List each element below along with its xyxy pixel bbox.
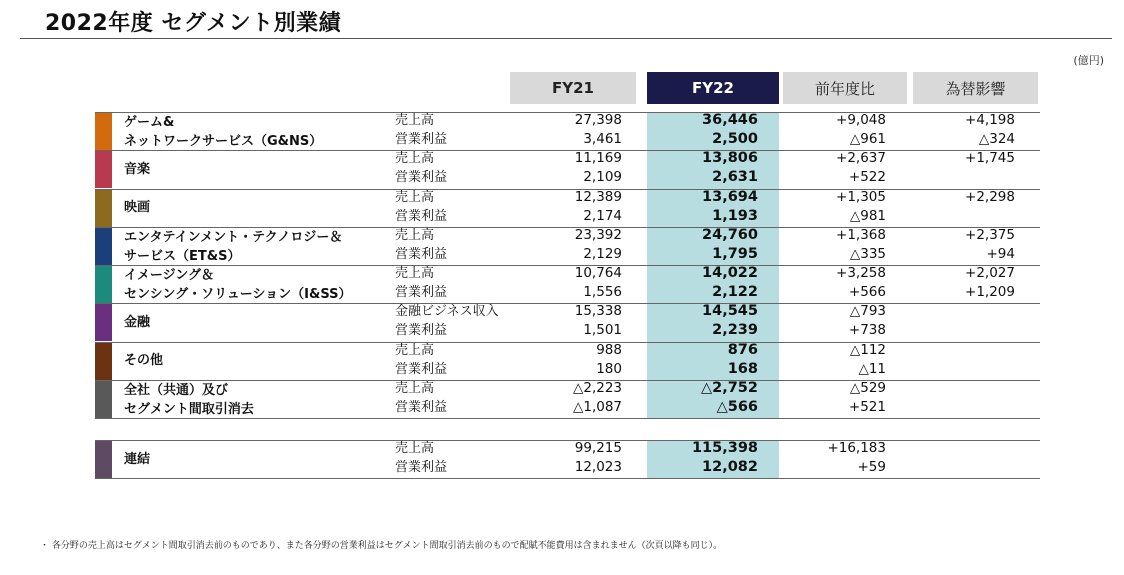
segment-color-bar [95,228,112,265]
metric-label: 営業利益 [395,323,448,339]
value-fx: +1,745 [965,150,1015,167]
value-yoy: △335 [849,245,886,262]
value-yoy: +1,368 [836,226,886,243]
metric-label: 売上高 [395,151,435,167]
value-yoy: +9,048 [836,112,886,128]
value-fy22: 1,193 [712,207,758,224]
value-yoy: +2,637 [836,150,886,167]
metric-label: 売上高 [395,266,435,281]
value-yoy: +1,305 [836,188,886,205]
metric-label: 売上高 [395,342,435,358]
metric-label: 金融ビジネス収入 [395,304,499,320]
value-fy22: 13,806 [702,150,758,167]
metric-label: 営業利益 [395,285,448,300]
value-fy21: △1,087 [572,398,622,415]
value-yoy: +738 [848,322,886,339]
value-fy21: 2,109 [583,169,622,186]
value-yoy: △11 [858,360,886,377]
unit-label: (億円) [1073,54,1104,67]
value-fx: +2,027 [965,265,1015,281]
value-fy21: 2,174 [583,207,622,224]
value-yoy: +566 [848,284,886,300]
value-yoy: △112 [849,341,886,358]
value-fy22: 14,022 [702,265,758,281]
segment-name: エンタテインメント・テクノロジー＆ [124,229,343,245]
segment-name: 音楽 [124,161,151,177]
metric-label: 営業利益 [395,170,448,186]
segment-color-bar [95,151,112,188]
title-divider [20,38,1112,39]
segment-name: その他 [124,353,164,368]
segment-color-bar [95,343,112,380]
value-fx: +2,375 [965,226,1015,243]
segment-name: 全社（共通）及び [124,382,229,398]
value-fy22: 13,694 [702,188,758,205]
value-yoy: +59 [857,459,886,475]
value-yoy: +522 [848,169,886,186]
metric-label: 営業利益 [395,246,448,262]
value-fy22: 168 [727,360,758,377]
metric-label: 営業利益 [395,208,448,224]
metric-label: 営業利益 [395,460,448,475]
row-divider [95,478,1040,479]
value-fy22: 36,446 [702,112,758,128]
segment-color-bar [95,266,112,303]
value-fy22: 2,122 [712,284,758,300]
segment-color-bar [95,441,112,478]
value-yoy: △793 [849,303,886,320]
segment-name: センシング・ソリューション（I&SS） [124,287,352,302]
value-fy22: △2,752 [700,379,758,396]
value-fy22: 24,760 [702,226,758,243]
segment-name: サービス（ET&S） [124,248,241,264]
value-fy21: 12,023 [574,459,622,475]
value-fy21: 1,501 [583,322,622,339]
value-fx: +94 [986,245,1015,262]
segment-name: 映画 [124,200,151,215]
row-divider [95,418,1040,419]
segment-name: セグメント間取引消去 [124,401,254,417]
value-yoy: +3,258 [836,265,886,281]
value-fy21: 99,215 [574,440,622,456]
value-fx: +4,198 [965,112,1015,128]
value-fy21: 1,556 [583,284,622,300]
segment-name: 金融 [124,314,151,330]
value-fy21: 12,389 [574,188,622,205]
value-yoy: △981 [849,207,886,224]
value-fy22: △566 [716,398,758,415]
metric-label: 売上高 [395,227,435,243]
value-yoy: +521 [848,398,886,415]
value-fy22: 2,500 [712,131,758,147]
value-fy21: 23,392 [574,226,622,243]
value-fy21: 11,169 [574,150,622,167]
segment-color-bar [95,304,112,341]
metric-label: 売上高 [395,189,435,205]
page-title: 2022年度 セグメント別業績 [45,11,342,36]
header-fy21: FY21 [510,72,636,104]
segment-name: イメージング＆ [124,268,215,283]
value-fy21: 180 [596,360,622,377]
segment-name: 連結 [124,451,151,467]
header-fx: 為替影響 [913,72,1038,104]
header-yoy: 前年度比 [783,72,907,104]
value-yoy: △529 [849,379,886,396]
footnote: ・ 各分野の売上高はセグメント間取引消去前のものであり、また各分野の営業利益はセグメント間取引消去前のもので配賦不能費用は含まれません（次頁以降も同じ）。 [40,541,723,551]
metric-label: 売上高 [395,113,435,128]
segment-name: ゲーム& [124,115,175,130]
value-fy21: 3,461 [583,131,622,147]
header-fy22: FY22 [647,72,779,104]
value-fy22: 12,082 [702,459,758,475]
metric-label: 売上高 [395,380,435,396]
metric-label: 営業利益 [395,132,448,147]
value-yoy: +16,183 [827,440,886,456]
value-fy21: 15,338 [574,303,622,320]
value-fy21: 2,129 [583,245,622,262]
segment-color-bar [95,190,112,227]
value-fy21: 27,398 [574,112,622,128]
value-fx: +2,298 [965,188,1015,205]
value-fy22: 2,631 [712,169,758,186]
value-fy22: 115,398 [691,440,758,456]
value-fy21: △2,223 [572,379,622,396]
metric-label: 営業利益 [395,399,448,415]
value-fy21: 988 [596,341,622,358]
value-fx: △324 [978,131,1015,147]
segment-name: ネットワークサービス（G&NS） [124,134,323,149]
value-fx: +1,209 [965,284,1015,300]
value-fy22: 876 [727,341,758,358]
value-yoy: △961 [849,131,886,147]
metric-label: 売上高 [395,441,435,456]
value-fy21: 10,764 [574,265,622,281]
value-fy22: 14,545 [702,303,758,320]
metric-label: 営業利益 [395,361,448,377]
value-fy22: 1,795 [712,245,758,262]
value-fy22: 2,239 [712,322,758,339]
segment-color-bar [95,113,112,150]
segment-color-bar [95,381,112,418]
